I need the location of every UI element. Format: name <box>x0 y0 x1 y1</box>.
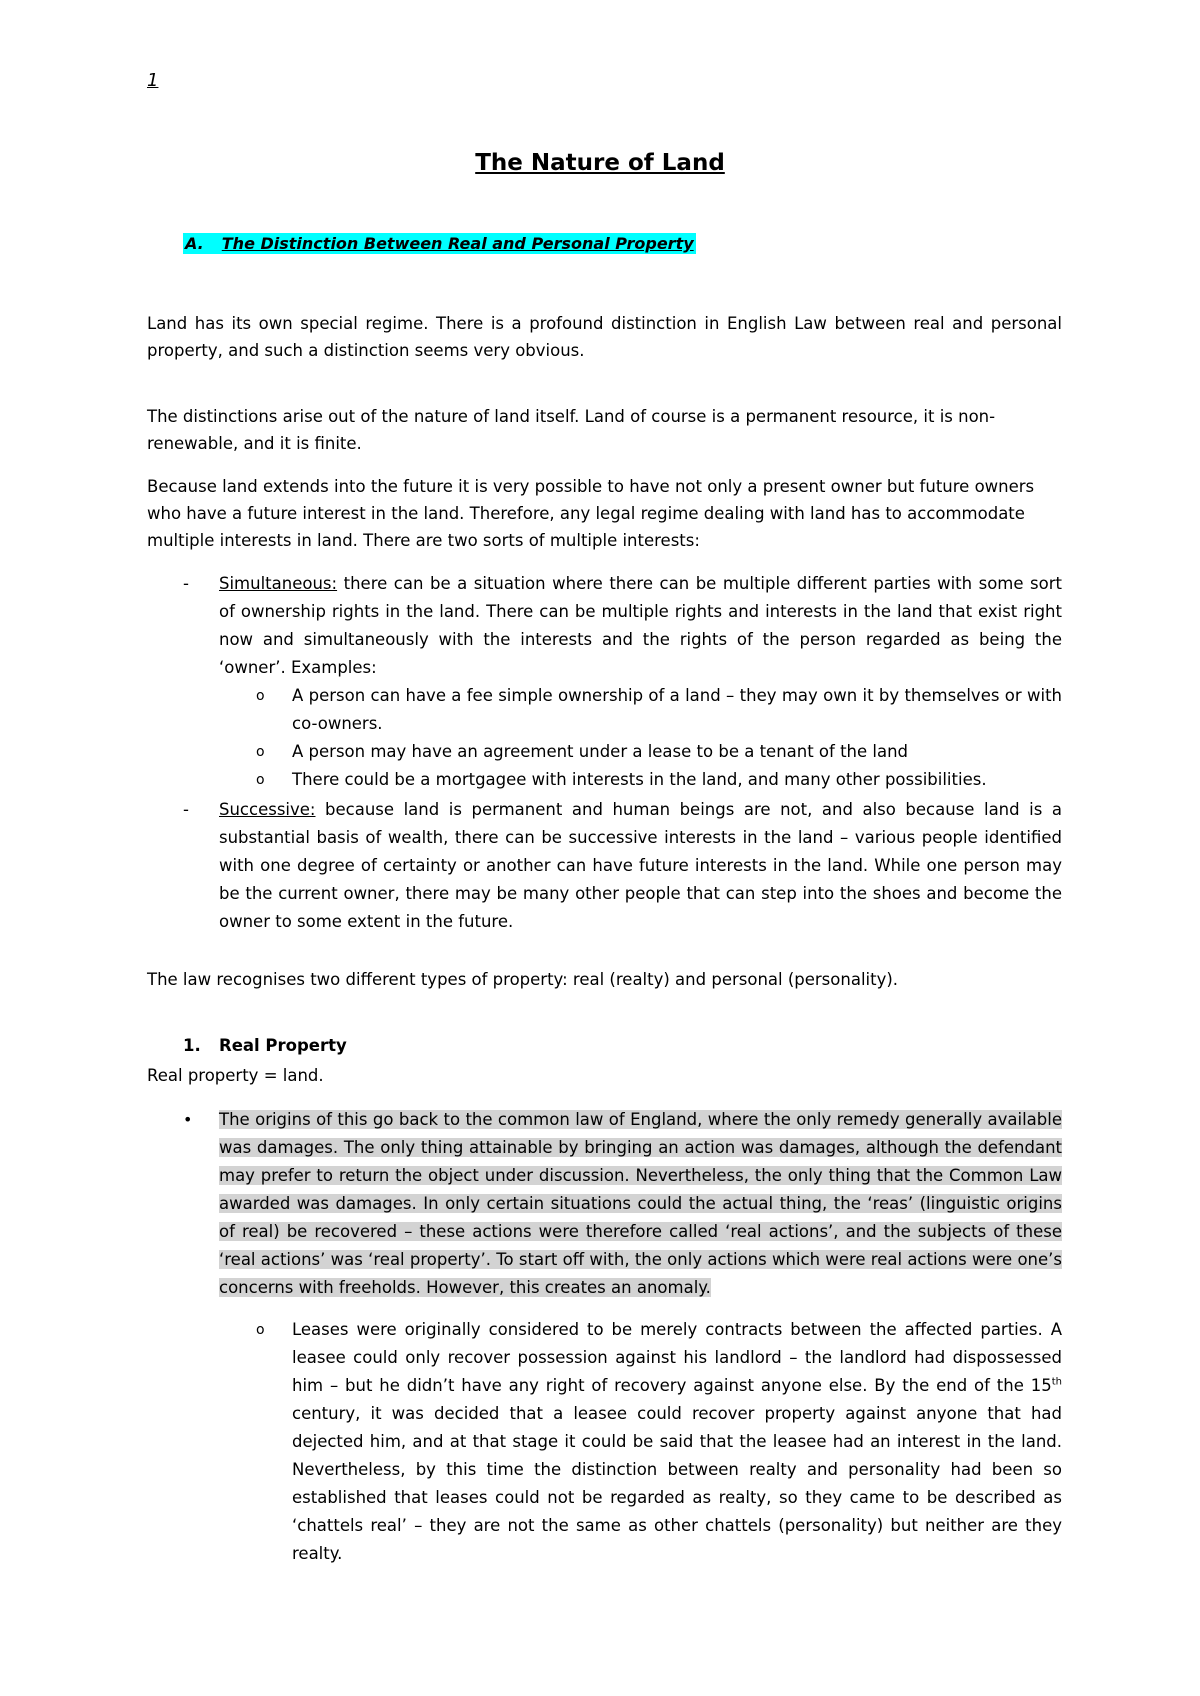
section-a-text: The Distinction Between Real and Personal Property <box>221 234 694 253</box>
circle-bullet: o <box>256 1322 265 1338</box>
heading-number: 1. <box>183 1036 201 1055</box>
example-text: A person can have a fee simple ownership of a land – they may own it by themselves or with co-owners. <box>292 686 1062 733</box>
paragraph-distinctions: The distinctions arise out of the nature of land itself. Land of course is a permanent resource, it is non-renewable, and it is finite. <box>147 407 996 453</box>
real-property-definition: Real property = land. <box>147 1066 324 1085</box>
list-item-leases <box>256 1316 1062 1568</box>
successive-label: Successive: <box>219 800 316 819</box>
simultaneous-label: Simultaneous: <box>219 574 338 593</box>
heading-text: Real Property <box>219 1036 347 1055</box>
origins-text: The origins of this go back to the common law of England, where the only remedy generally available was damages. The only thing attainable by bringing an action was damages, although the defendant may prefer to return the object under discussion. Nevertheless, the only thing that the Common Law awarded was damages. In only certain situations could the actual thing, the ‘reas’ (linguistic origins of real) be recovered – these actions were therefore called ‘real actions’, and the subjects of these ‘real actions’ was ‘real property’. To start off with, the only actions which were real actions were one’s concerns with freeholds. However, this creates an anomaly. <box>219 1110 1062 1297</box>
section-a-heading <box>183 233 696 254</box>
list-item-successive <box>183 796 1062 936</box>
paragraph-types-of-property: The law recognises two different types of property: real (realty) and personal (personality). <box>147 970 899 989</box>
successive-text: because land is permanent and human beings are not, and also because land is a substantial basis of wealth, there can be successive interests in the land – various people identified with one degree of certainty or another can have future interests in the land. While one person may be the current owner, there may be many other people that can step into the shoes and become the owner to some extent in the future. <box>219 800 1062 931</box>
example-text: A person may have an agreement under a lease to be a tenant of the land <box>292 742 909 761</box>
dash-marker: - <box>183 800 189 819</box>
list-item-origins <box>183 1106 1062 1302</box>
page-title: The Nature of Land <box>475 150 725 176</box>
leases-text-after: century, it was decided that a leasee could recover property against anyone that had dejected him, and at that stage it could be said that the leasee had an interest in the land. Nevertheless, by this time the distinction between realty and personality had been so established that leases could not be regarded as realty, so they came to be described as ‘chattels real’ – they are not the same as other chattels (personality) but neither are they realty. <box>292 1404 1062 1563</box>
real-property-heading <box>183 1036 347 1055</box>
superscript-th: th <box>1051 1376 1062 1388</box>
simultaneous-text: there can be a situation where there can be multiple different parties with some sort of ownership rights in the land. There can be multiple rights and interests in the land that exist right now and simultaneously with the interests and the rights of the person regarded as being the ‘owner’. Examples: <box>219 574 1062 677</box>
example-lease <box>256 738 1062 766</box>
dash-marker: - <box>183 574 189 593</box>
page-number: 1 <box>147 70 159 91</box>
example-mortgagee <box>256 766 1062 794</box>
paragraph-future-interests: Because land extends into the future it is very possible to have not only a present owner but future owners who have a future interest in the land. Therefore, any legal regime dealing with land has to accommodate multiple interests in land. There are two sorts of multiple interests: <box>147 477 1035 550</box>
example-text: There could be a mortgagee with interests in the land, and many other possibilities. <box>292 770 987 789</box>
circle-bullet: o <box>256 744 265 760</box>
paragraph-intro: Land has its own special regime. There is a profound distinction in English Law between real and personal property, and such a distinction seems very obvious. <box>147 314 1062 360</box>
section-a-letter: A. <box>185 234 204 253</box>
bullet-marker: • <box>183 1110 193 1129</box>
leases-text-before: Leases were originally considered to be merely contracts between the affected parties. A leasee could only recover possession against his landlord – the landlord had dispossessed him – but he didn’t have any right of recovery against anyone else. By the end of the 15 <box>292 1320 1062 1395</box>
example-fee-simple <box>256 682 1062 738</box>
circle-bullet: o <box>256 772 265 788</box>
list-item-simultaneous <box>183 570 1062 682</box>
circle-bullet: o <box>256 688 265 704</box>
